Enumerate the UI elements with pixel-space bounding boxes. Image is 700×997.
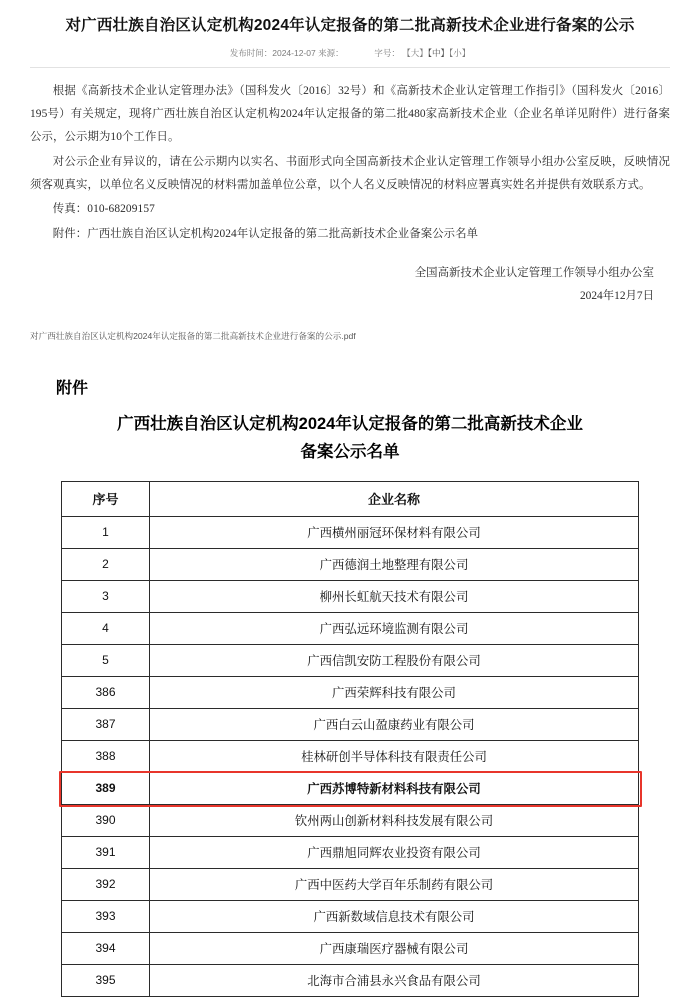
table-row — [62, 549, 639, 581]
table-header-row — [62, 482, 639, 517]
cell-no: 395 — [62, 965, 150, 997]
notice-paragraph-2: 对公示企业有异议的，请在公示期内以实名、书面形式向全国高新技术企业认定管理工作领导小组办公室反映，反映情况须客观真实，以单位名义反映情况的材料需加盖单位公章，以个人名义反映情况的材料应署真实姓名并提供有效联系方式。 — [30, 155, 670, 191]
attachment-title-line1: 广西壮族自治区认定机构2024年认定报备的第二批高新技术企业 — [117, 414, 583, 433]
notice-body — [30, 80, 670, 246]
fontsize-controls[interactable] — [402, 48, 470, 58]
attachment-label: 附件 — [56, 379, 89, 397]
notice-meta — [30, 47, 670, 59]
cell-no: 394 — [62, 933, 150, 965]
table-row — [62, 869, 639, 901]
cell-no: 1 — [62, 517, 150, 549]
notice-section — [0, 0, 700, 342]
cell-no: 386 — [62, 677, 150, 709]
table-row — [62, 613, 639, 645]
column-header-name: 企业名称 — [150, 482, 639, 517]
cell-name: 广西中医药大学百年乐制药有限公司 — [150, 869, 639, 901]
table-body — [62, 517, 639, 997]
cell-name: 广西横州丽冠环保材料有限公司 — [150, 517, 639, 549]
notice-paragraph-1: 根据《高新技术企业认定管理办法》（国科发火〔2016〕32号）和《高新技术企业认定管理工作指引》（国科发火〔2016〕195号）有关规定，现将广西壮族自治区认定机构2024年认定报备的第二批480家高新技术企业（企业名单详见附件）进行备案公示，公示期为10个工作日。 — [30, 85, 670, 143]
cell-no: 4 — [62, 613, 150, 645]
notice-attachment-line: 附件：广西壮族自治区认定机构2024年认定报备的第二批高新技术企业备案公示名单 — [52, 228, 479, 241]
cell-name: 广西苏博特新材料科技有限公司 — [150, 773, 639, 805]
attachment-section — [0, 360, 700, 997]
enterprise-list-table — [61, 481, 639, 997]
cell-name: 广西信凯安防工程股份有限公司 — [150, 645, 639, 677]
notice-signature-block — [30, 262, 670, 308]
fontsize-small[interactable]: 【小】 — [449, 48, 471, 59]
table-row — [62, 709, 639, 741]
table-row — [62, 517, 639, 549]
cell-name: 广西白云山盈康药业有限公司 — [150, 709, 639, 741]
attachment-file-link[interactable]: 对广西壮族自治区认定机构2024年认定报备的第二批高新技术企业进行备案的公示.pdf — [30, 330, 356, 341]
cell-name: 柳州长虹航天技术有限公司 — [150, 581, 639, 613]
table-row — [62, 773, 639, 805]
table-row — [62, 933, 639, 965]
cell-name: 广西荣辉科技有限公司 — [150, 677, 639, 709]
fontsize-label: 字号： — [374, 48, 400, 59]
cell-name: 广西弘远环境监测有限公司 — [150, 613, 639, 645]
table-row — [62, 645, 639, 677]
issuing-office: 全国高新技术企业认定管理工作领导小组办公室 — [414, 266, 654, 279]
fontsize-large[interactable]: 【大】 — [402, 48, 428, 59]
cell-no: 3 — [62, 581, 150, 613]
cell-no: 5 — [62, 645, 150, 677]
table-row — [62, 677, 639, 709]
cell-name: 北海市合浦县永兴食品有限公司 — [150, 965, 639, 997]
cell-no: 387 — [62, 709, 150, 741]
publish-info: 发布时间：2024-12-07 来源： — [229, 48, 344, 59]
cell-no: 392 — [62, 869, 150, 901]
page-title: 对广西壮族自治区认定机构2024年认定报备的第二批高新技术企业进行备案的公示 — [65, 17, 635, 34]
cell-no: 2 — [62, 549, 150, 581]
cell-no: 388 — [62, 741, 150, 773]
cell-no: 393 — [62, 901, 150, 933]
cell-name: 桂林研创半导体科技有限责任公司 — [150, 741, 639, 773]
column-header-no: 序号 — [62, 482, 150, 517]
cell-no: 391 — [62, 837, 150, 869]
cell-name: 钦州两山创新材料科技发展有限公司 — [150, 805, 639, 837]
cell-name: 广西鼎旭同辉农业投资有限公司 — [150, 837, 639, 869]
table-row — [62, 837, 639, 869]
notice-fax: 传真：010-68209157 — [52, 203, 155, 216]
table-row — [62, 901, 639, 933]
cell-no: 389 — [62, 773, 150, 805]
cell-name: 广西新数域信息技术有限公司 — [150, 901, 639, 933]
table-row — [62, 805, 639, 837]
cell-name: 广西康瑞医疗器械有限公司 — [150, 933, 639, 965]
table-row — [62, 965, 639, 997]
cell-no: 390 — [62, 805, 150, 837]
attachment-title-line2: 备案公示名单 — [300, 443, 400, 462]
issue-date: 2024年12月7日 — [579, 289, 654, 302]
fontsize-medium[interactable]: 【中】 — [427, 48, 449, 59]
divider — [30, 67, 670, 68]
table-row — [62, 741, 639, 773]
table-row — [62, 581, 639, 613]
cell-name: 广西德润土地整理有限公司 — [150, 549, 639, 581]
